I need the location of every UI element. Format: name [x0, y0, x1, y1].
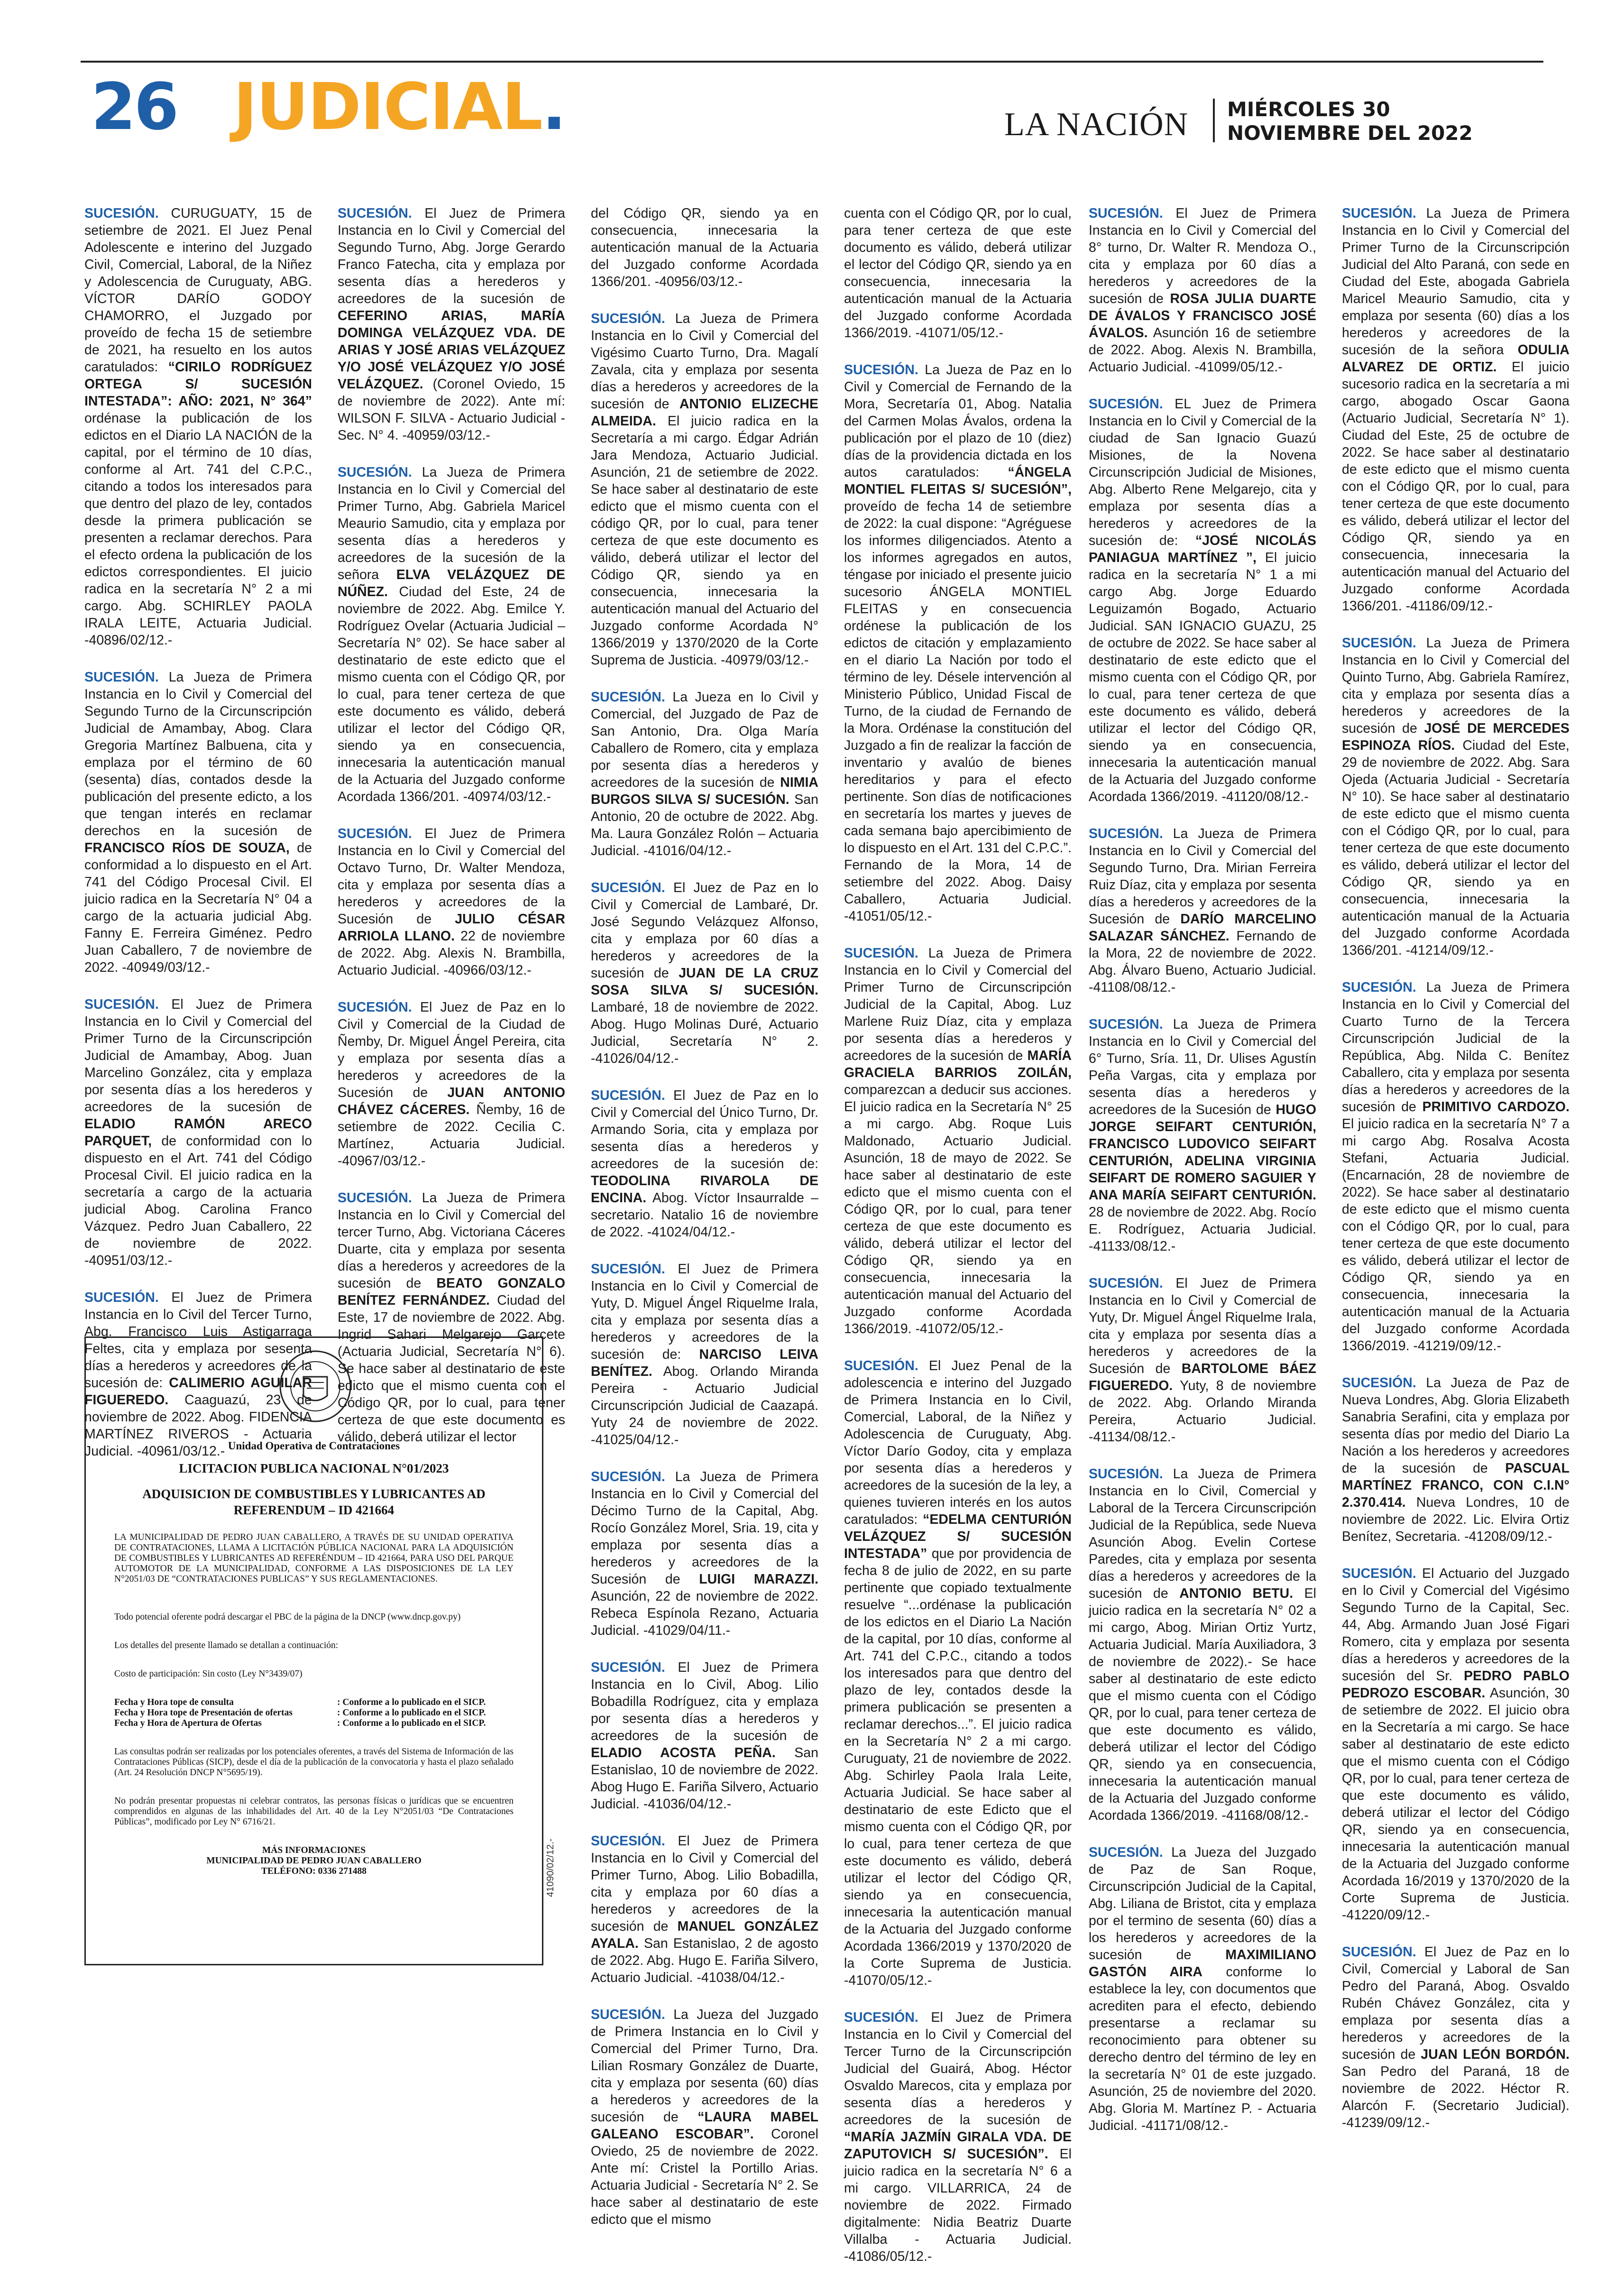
edict-name: NARCISO LEIVA BENÍTEZ.: [591, 1347, 818, 1379]
edict-name: MANUEL GONZÁLEZ AYALA.: [591, 1919, 818, 1951]
edict-text: El Juez de Primera Instancia en lo Civil y Comercial de Yuty, D. Miguel Ángel Riquelme Irala, cita y emplaza por sesenta días a herederos y acreedores de la sucesión de:: [591, 1262, 819, 1362]
edict-type: SUCESIÓN.: [591, 1088, 665, 1103]
edict-name: ELADIO ACOSTA PEÑA.: [591, 1745, 776, 1760]
ad-footer: MÁS INFORMACIONES MUNICIPALIDAD DE PEDRO JUAN CABALLERO TELÉFONO: 0336 271488: [206, 1845, 422, 1876]
edict-notice: [1342, 1944, 1569, 2131]
edict-column-4: [844, 205, 1072, 2285]
edict-text: del Código QR, siendo ya en consecuencia, innecesaria la autenticación manual de la Actuaria del Juzgado conforme Acordada 1366/201. -40956/03/12.-: [591, 206, 818, 289]
edict-text: La Jueza de Primera Instancia en lo Civil y Comercial del Cuarto Turno de la Tercera Circunscripción Judicial de la República, Abg. Nilda C. Benítez Caballero, cita y emplaza por sesenta días a herederos y acreedores de la sucesión de: [1342, 980, 1569, 1115]
edict-notice: [844, 945, 1072, 1337]
edict-notice: [844, 361, 1072, 925]
edict-text: Asunción, 22 de noviembre de 2022. Rebeca Espínola Rezano, Actuaria Judicial. -41029/04/11.-: [591, 1589, 818, 1638]
edict-name: HUGO JORGE SEIFART CENTURIÓN, FRANCISCO LUDOVICO SEIFART CENTURIÓN, ADELINA VIRGINIA SEIFART DE ROMERO SAGUIER Y ANA MARÍA SEIFART CENTURIÓN.: [1089, 1102, 1316, 1203]
edict-type: SUCESIÓN.: [1342, 636, 1416, 651]
edict-type: SUCESIÓN.: [338, 1000, 412, 1015]
edict-type: SUCESIÓN.: [844, 2010, 918, 2025]
edict-text: El Juez de Primera Instancia en lo Civil del Tercer Turno, Abg. Francisco Luis Astigarraga Feltes, cita y emplaza por sesenta días a herederos y acreedores de la sucesión de:: [84, 1290, 312, 1391]
edict-text: El juicio radica en la secretaría N° 1 a mi cargo Abg. Jorge Eduardo Leguizamón Bogado, Actuario Judicial. SAN IGNACIO GUAZU, 25 de octubre de 2022. Se hace saber al destinatario de este edicto que el mismo cuenta con el Código QR, por lo cual, para tener certeza de que este documento es válido, deberá utilizar el lector del Código QR, siendo ya en consecuencia, innecesaria la autenticación manual de la Actuaria del Juzgado conforme Acordada 1366/2019. -41120/08/12.-: [1089, 550, 1316, 804]
edict-text: ordénase la publicación de los edictos en el Diario LA NACIÓN de la capital, por el término de 10 días, conforme al Art. 741 del C.P.C., citando a todos los interesados para que dentro del plazo de ley, contados desde la primera publicación se presenten a reclamar derechos. Para el efecto ordena la publicación de los edictos correspondientes. El juicio radica en la secretaría N° 2 a mi cargo. Abg. SCHIRLEY PAOLA IRALA LEITE, Actuaria Judicial. -40896/02/12.-: [84, 411, 312, 648]
edict-text: La Jueza de Paz en lo Civil y Comercial de Fernando de la Mora, Secretaría 01, Abog. Natalia del Carmen Molas Ávalos, ordena la publicación por el plazo de 10 (diez) días de la providencia dictada en los autos caratulados:: [844, 362, 1072, 480]
edict-type: SUCESIÓN.: [591, 311, 665, 326]
edict-text: de conformidad a lo dispuesto en el Art. 741 del Código Procesal Civil. El juicio radica en la Secretaría N° 04 a cargo de la actuaria judicial Abg. Fanny E. Ferreira Giménez. Pedro Juan Caballero, 7 de noviembre de 2022. -40949/03/12.-: [84, 840, 312, 975]
edict-text: (Coronel Oviedo, 15 de noviembre de 2022). Ante mí: WILSON F. SILVA - Actuario Judicial - Sec. N° 4. -40959/03/12.-: [338, 377, 565, 443]
edict-text: La Jueza de Primera Instancia en lo Civil y Comercial del tercer Turno, Abg. Victoriana Cáceres Duarte, cita y emplaza por sesenta días a herederos y acreedores de la sucesión de: [338, 1190, 565, 1291]
edict-text: comparezcan a deducir sus acciones. El juicio radica en la Secretaría N° 25 a mi cargo. Abg. Roque Luis Maldonado, Actuario Judicial. Asunción, 18 de mayo de 2022. Se hace saber al destinatario de este edicto que el mismo cuenta con el Código QR, por lo cual, para tener certeza de que este documento es válido, deberá utilizar el lector del Código QR, siendo ya en consecuencia, innecesaria la autenticación manual del Actuario del Juzgado conforme Acordada 1366/2019. -41072/05/12.-: [844, 1082, 1072, 1336]
edict-notice: [591, 1261, 818, 1448]
edict-notice: [1342, 1565, 1569, 1924]
edict-text: Caaguazú, 23 de noviembre de 2022. Abog. FIDENCIA MARTÍNEZ RIVEROS - Actuaria Judicial. -40961/03/12.-: [84, 1392, 312, 1459]
edict-notice: [338, 464, 565, 805]
edict-notice: [844, 205, 1072, 341]
edict-text: La Jueza de Primera Instancia en lo Civil y Comercial del Quinto Turno, Abg. Gabriela Ramírez, cita y emplaza por sesenta días a herederos y acreedores de la sucesión de: [1342, 636, 1569, 736]
edict-notice: [84, 669, 312, 976]
edict-notice: [844, 1357, 1072, 1989]
edict-text: La Jueza de Primera Instancia en lo Civil y Comercial del Segundo Turno de la Circunscripción Judicial de Amambay, Abog. Clara Gregoria Martínez Balbuena, cita y emplaza por el término de 60 (sesenta) días, contados desde la publicación del presente edicto, a los que tengan interés en reclamar derechos en la sucesión de: [84, 670, 312, 838]
edict-name: ANTONIO BETU.: [1179, 1586, 1294, 1601]
edict-notice: [1089, 1016, 1316, 1255]
ad-dates: Fecha y Hora tope de consulta : Conforme a lo publicado en el SICP. Fecha y Hora tope de Presentación de ofertas : Conforme a lo publicado en el SICP. Fecha y Hora de Apertura de Ofertas : Conforme a lo publicado en el SICP.: [114, 1697, 486, 1728]
edict-text: La Jueza de Paz de Nueva Londres, Abg. Gloria Elizabeth Sanabria Serafini, cita y emplaza por sesenta días por medio del Diario La Nación a los herederos y acreedores de la sucesión de: [1342, 1375, 1569, 1476]
edict-name: JOSÉ DE MERCEDES ESPINOZA RÍOS.: [1342, 721, 1569, 753]
edict-text: El Actuario del Juzgado en lo Civil y Comercial del Vigésimo Segundo Turno de la Capital, Sec. 44, Abg. Armando Juan José Figari Romero, cita y emplaza por sesenta días a herederos y acreedores de la sucesión del Sr.: [1342, 1566, 1569, 1684]
edict-text: La Jueza de Primera Instancia en lo Civil y Comercial del Vigésimo Cuarto Turno, Dra. Magalí Zavala, cita y emplaza por sesenta días a herederos y acreedores de la sucesión de: [591, 311, 818, 412]
edict-column-3: [591, 205, 818, 2248]
edict-type: SUCESIÓN.: [1342, 1566, 1416, 1581]
ad-pbc: Todo potencial oferente podrá descargar el PBC de la página de la DNCP (www.dncp.gov.py): [114, 1612, 461, 1622]
edict-type: SUCESIÓN.: [84, 670, 159, 685]
ad-side-id: 41090/02/12.-: [545, 1838, 556, 1897]
edict-type: SUCESIÓN.: [338, 206, 412, 221]
edict-name: “EDELMA CENTURIÓN VELÁZQUEZ S/ SUCESIÓN INTESTADA”: [844, 1512, 1072, 1561]
ad-unit: Unidad Operativa de Contrataciones: [228, 1440, 400, 1452]
edict-text: Abog. Víctor Insaurralde – secretario. Natalio 16 de noviembre de 2022. -41024/04/12.-: [591, 1190, 818, 1240]
edict-name: ELVA VELÁZQUEZ DE NÚÑEZ.: [338, 567, 565, 599]
edict-text: Yuty, 8 de noviembre de 2022. Abg. Orlando Miranda Pereira, Actuario Judicial. -41134/08/12.-: [1089, 1378, 1316, 1445]
edict-notice: [591, 1468, 818, 1639]
edict-type: SUCESIÓN.: [1342, 1375, 1416, 1391]
edict-notice: [338, 205, 565, 444]
edict-text: La Jueza de Primera Instancia en lo Civil, Comercial y Laboral de la Tercera Circunscripción Judicial de la República, sede Nueva Asunción Abog. Evelin Cortese Paredes, cita y emplaza por sesenta días a herederos y acreedores de la sucesión de: [1089, 1466, 1316, 1601]
edict-text: El Juez de Primera Instancia en lo Civil y Comercial del Primer Turno de la Circunscripción Judicial de Amambay, Abog. Juan Marcelino González, cita y emplaza por sesenta días a los herederos y acreedores de la sucesión de: [84, 997, 312, 1115]
edict-text: proveído de fecha 14 de setiembre de 2022: la cual dispone: “Agréguese los informes diligenciados. Atento a los informes agregados en autos, téngase por iniciado el presente juicio sucesorio ÁNGELA MONTIEL FLEITAS y en consecuencia ordénese la publicación de los edictos de citación y emplazamiento en el diario La Nación por todo el término de ley. Désele intervención al Ministerio Público, Unidad Fiscal de Turno, de la ciudad de Fernando de la Mora. Ordénase la constitución del Juzgado a fin de realizar la facción de inventario y avalúo de bienes hereditarios y para el efecto pertinente. Son días de notificaciones en secretaría los martes y jueves de cada semana bajo apercibimiento de lo dispuesto en el Art. 131 del C.P.C.”. Fernando de la Mora, 14 de setiembre del 2022. Abog. Daisy Caballero, Actuaria Judicial. -41051/05/12.-: [844, 499, 1072, 924]
section-title: JUDICIAL.: [233, 70, 566, 145]
edict-name: ROSA JULIA DUARTE DE ÁVALOS Y FRANCISCO JOSÉ ÁVALOS.: [1089, 291, 1316, 341]
edict-text: El Juez de Paz en lo Civil y Comercial del Único Turno, Dr. Armando Soria, cita y emplaza por sesenta días a herederos y acreedores de la sucesión de:: [591, 1088, 819, 1171]
edict-text: San Antonio, 20 de octubre de 2022. Abg. Ma. Laura González Rolón – Actuaria Judicial. -41016/04/12.-: [591, 792, 818, 858]
edict-notice: [591, 1087, 818, 1241]
edict-notice: [591, 1833, 818, 1986]
edict-type: SUCESIÓN.: [591, 1834, 665, 1849]
edict-type: SUCESIÓN.: [338, 826, 412, 841]
edict-name: MAXIMILIANO GASTÓN AIRA: [1089, 1947, 1316, 1980]
edict-notice: [591, 1659, 818, 1813]
ad-details: Los detalles del presente llamado se detallan a continuación:: [114, 1640, 339, 1650]
edict-notice: [1089, 205, 1316, 376]
edict-name: JUAN ANTONIO CHÁVEZ CÁCERES.: [338, 1085, 565, 1117]
edict-type: SUCESIÓN.: [338, 465, 412, 480]
ad-body: LA MUNICIPALIDAD DE PEDRO JUAN CABALLERO, A TRAVÉS DE SU UNIDAD OPERATIVA DE CONTRATACIONES, LLAMA A LICITACIÓN PÚBLICA NACIONAL PARA LA ADQUISICIÓN DE COMBUSTIBLES Y LUBRICANTES AD REFERÉNDUM – ID 421664, PARA USO DEL PARQUE AUTOMOTOR DE LA MUNICIPALIDAD, CONFORME A LAS DISPOSICIONES DE LA LEY N°2051/03 DE “CONTRATACIONES PUBLICAS” Y SUS REGLAMENTACIONES. Todo potencial oferente podrá descargar el PBC de la página de la DNCP (www.dncp.gov.py) Los detalles del presente llamado se detallan a continuación: Costo de participación: Sin costo (Ley N°3439/07) Fecha y Hora tope de consulta : Conforme a lo publicado en el SICP. Fecha y Hora tope de Presentación de ofertas : Conforme a lo publicado en el SICP. Fecha y Hora de Apertura de Ofertas : Conforme a lo publicado en el SICP. Las consultas podrán ser realizadas por los potenciales oferentes, a través del Sistema de Información de las Contrataciones Públicas (SICP), desde el día de la publicación de la convocatoria y hasta el plazo señalado (Art. 24 Resolución DNCP N°5695/19). No podrán presentar propuestas ni celebrar contratos, las personas físicas o jurídicas que se encuentren comprendidos en algunas de las inhabilidades del Art. 40 de la Ley N°2051/03 “De Contrataciones Públicas”, modificado por Ley N° 6716/21. MÁS INFORMACIONES MUNICIPALIDAD DE PEDRO JUAN CABALLERO TELÉFONO: 0336 271488: [114, 1532, 514, 1876]
edict-text: El Juez de Paz en lo Civil, Comercial y Laboral de San Pedro del Paraná, Abog. Osvaldo Rubén Chávez González, cita y emplaza por sesenta días a herederos y acreedores de la sucesión de: [1342, 1944, 1570, 2062]
edict-type: SUCESIÓN.: [591, 690, 665, 705]
edict-text: Coronel Oviedo, 25 de noviembre de 2022. Ante mí: Cristel la Portillo Arias. Actuaria Judicial - Secretaría N° 2. Se hace saber al destinatario de este edicto que el mismo: [591, 2127, 818, 2227]
edict-notice: [1089, 396, 1316, 805]
ad-title: LICITACION PUBLICA NACIONAL N°01/2023: [179, 1461, 449, 1475]
edict-text: La Jueza de Primera Instancia en lo Civil y Comercial del 6° Turno, Sría. 11, Dr. Ulises Agustín Peña Vargas, cita y emplaza por sesenta días a herederos y acreedores de la Sucesión de: [1089, 1017, 1316, 1117]
edict-text: La Jueza de Primera Instancia en lo Civil y Comercial del Primer Turno de la Circunscripción Judicial del Alto Paraná, con sede en Ciudad del Este, abogada Gabriela Maricel Meaurio Samudio, cita y emplaza por sesenta (60) días a los herederos y acreedores de la sucesión de la señora: [1342, 206, 1569, 358]
edict-text: Ciudad del Este, 17 de noviembre de 2022. Abg. Ingrid Sahari Melgarejo Garcete (Actuaria Judicial, Secretaría N° 6). Se hace saber al destinatario de este edicto que el mismo cuenta con el Código QR, por lo cual, para tener certeza de que este documento es válido, deberá utilizar el lector: [338, 1293, 565, 1445]
edict-text: El Juez de Primera Instancia en lo Civil y Comercial del Tercer Turno de la Circunscripción Judicial del Guairá, Abog. Héctor Osvaldo Marecos, cita y emplaza por sesenta días a herederos y acreedores de la sucesión de: [844, 2010, 1072, 2128]
edict-type: SUCESIÓN.: [1089, 206, 1163, 221]
header-divider: [1213, 99, 1215, 142]
edict-name: DARÍO MARCELINO SALAZAR SÁNCHEZ.: [1089, 912, 1316, 944]
edict-text: El Juez de Primera Instancia en lo Civil y Comercial del 8° turno, Dr. Walter R. Mendoza O., cita y emplaza por 60 días a herederos y acreedores de la sucesión de: [1089, 206, 1317, 306]
edict-notice: [1342, 205, 1569, 615]
edict-type: SUCESIÓN.: [1089, 396, 1163, 412]
tender-notice: [84, 1336, 543, 1965]
edict-type: SUCESIÓN.: [1089, 1017, 1163, 1032]
edict-text: Abog. Orlando Miranda Pereira - Actuario Judicial Circunscripción Judicial de Caazapá. Yuty 24 de noviembre de 2022. -41025/04/12.-: [591, 1364, 818, 1447]
ad-inhabilidades: No podrán presentar propuestas ni celebrar contratos, las personas físicas o jurídicas que se encuentren comprendidos en algunas de las inhabilidades del Art. 40 de la Ley N°2051/03 “De Contrataciones Públicas”, modificado por Ley N° 6716/21.: [114, 1796, 514, 1827]
edict-text: 28 de noviembre de 2022. Abg. Rocío E. Rodríguez, Actuaria Judicial. -41133/08/12.-: [1089, 1205, 1316, 1254]
edict-notice: [1089, 1844, 1316, 2134]
edict-text: Fernando de la Mora, 22 de noviembre de 2022. Abg. Álvaro Bueno, Actuario Judicial. -41108/08/12.-: [1089, 929, 1316, 995]
edict-text: El Juez de Primera Instancia en lo Civil y Comercial del Octavo Turno, Dr. Walter Mendoza, cita y emplaza por sesenta días a herederos y acreedores de la Sucesión de: [338, 826, 566, 927]
edict-notice: [1342, 979, 1569, 1354]
edict-text: El juicio radica en la secretaría N° 02 a mi cargo, Abog. Mirian Ortiz Yurtz, Actuaria Judicial. María Auxiliadora, 3 de noviembre de 2022).- Se hace saber al destinatario de este edicto que el mismo cuenta con el Código QR, por lo cual, para tener certeza de que este documento es válido, deberá utilizar el lector del Código QR, siendo ya en consecuencia, innecesaria la autenticación manual de la Actuaria del Juzgado conforme Acordada 1366/2019. -41168/08/12.-: [1089, 1586, 1316, 1823]
edict-column-5: [1089, 205, 1316, 2154]
edict-name: PRIMITIVO CARDOZO.: [1422, 1099, 1569, 1115]
edict-text: La Jueza de Primera Instancia en lo Civil y Comercial del Primer Turno, Abg. Gabriela Maricel Meaurio Samudio, cita y emplaza por sesenta días a herederos y acreedores de la sucesión de la señora: [338, 465, 565, 582]
edict-text: CURUGUATY, 15 de setiembre de 2021. El Juez Penal Adolescente e interino del Juzgado Civil, Comercial, Laboral, de la Niñez y Adolescencia de Curuguaty, ABG. VÍCTOR DARÍO GODOY CHAMORRO, el Juzgado por proveído de fecha 15 de setiembre de 2021, ha resuelto en los autos caratulados:: [84, 206, 312, 375]
edict-text: La Jueza en lo Civil y Comercial, del Juzgado de Paz de San Antonio, Dra. Olga María Caballero de Romero, cita y emplaza por sesenta días a herederos y acreedores de la sucesión de: [591, 690, 818, 790]
edict-type: SUCESIÓN.: [591, 880, 665, 895]
edict-text: El Juez de Primera Instancia en lo Civil y Comercial del Primer Turno, Abog. Lilio Bobadilla, cita y emplaza por 60 días a herederos y acreedores de la sucesión de: [591, 1834, 819, 1934]
edict-notice: [1089, 825, 1316, 996]
edict-name: ODULIA ALVAREZ DE ORTIZ.: [1342, 342, 1569, 375]
edict-notice: [591, 879, 818, 1067]
edict-text: Lambaré, 18 de noviembre de 2022. Abog. Hugo Molinas Duré, Actuario Judicial, Secretaría N° 2. -41026/04/12.-: [591, 1000, 818, 1066]
edict-name: CALIMERIO AGUILAR FIGUEREDO.: [84, 1375, 312, 1408]
edict-text: de conformidad con lo dispuesto en el Art. 741 del Código Procesal Civil. El juicio radica en la secretaría a cargo de la actuaria judicial Abog. Carolina Franco Vázquez. Pedro Juan Caballero, 22 de noviembre de 2022. -40951/03/12.-: [84, 1133, 312, 1268]
edict-type: SUCESIÓN.: [1342, 206, 1416, 221]
edict-name: TEODOLINA RIVAROLA DE ENCINA.: [591, 1173, 818, 1206]
ad-cost: Costo de participación: Sin costo (Ley N°3439/07): [114, 1669, 303, 1679]
edict-text: cuenta con el Código QR, por lo cual, para tener certeza de que este documento es válido, deberá utilizar el lector del Código QR, siendo ya en consecuencia, innecesaria la autenticación manual de la Actuaria del Juzgado conforme Acordada 1366/2019. -41071/05/12.-: [844, 206, 1072, 341]
edict-name: “CIRILO RODRÍGUEZ ORTEGA S/ SUCESIÓN INTESTADA”: AÑO: 2021, N° 364”: [84, 359, 312, 409]
page-number: 26: [91, 70, 177, 145]
edict-text: El juicio radica en la Secretaría a mi cargo. Édgar Adrián Jara Mendoza, Actuario Judicial. Asunción, 21 de setiembre de 2022. Se hace saber al destinatario de este edicto que el mismo cuenta con el código QR, por lo cual, para tener certeza de que este documento es válido, deberá utilizar el lector del Código QR, siendo ya en consecuencia, innecesaria la autenticación manual del Actuario del Juzgado conforme Acordada N° 1366/2019 y 1370/2020 de la Corte Suprema de Justicia. -40979/03/12.-: [591, 414, 818, 668]
edict-type: SUCESIÓN.: [591, 1469, 665, 1484]
edict-notice: [338, 999, 565, 1170]
edict-name: MARÍA GRACIELA BARRIOS ZOILÁN,: [844, 1048, 1072, 1080]
edict-notice: [1089, 1275, 1316, 1446]
edict-type: SUCESIÓN.: [591, 1262, 665, 1277]
edict-type: SUCESIÓN.: [844, 1358, 918, 1373]
edict-notice: [84, 205, 312, 649]
edict-text: Ciudad del Este, 24 de noviembre de 2022. Abg. Emilce Y. Rodríguez Ovelar (Actuaria Judicial – Secretaría N° 02). Se hace saber al destinatario de este edicto que el mismo cuenta con el Código QR, por lo cual, para tener certeza de que este documento es válido, deberá utilizar el lector del Código QR, siendo ya en consecuencia, innecesaria la autenticación manual de la Actuaria del Juzgado conforme Acordada 1366/201. -40974/03/12.-: [338, 584, 565, 804]
newspaper-logo: LA NACIÓN: [1004, 106, 1189, 143]
edict-name: “JOSÉ NICOLÁS PANIAGUA MARTÍNEZ ”,: [1089, 533, 1316, 565]
edict-column-6: [1342, 205, 1569, 2151]
edict-type: SUCESIÓN.: [84, 997, 159, 1012]
edict-name: “ÁNGELA MONTIEL FLEITAS S/ SUCESIÓN”,: [844, 465, 1072, 497]
edict-text: Nueva Londres, 10 de noviembre de 2022. Lic. Elvira Ortiz Benítez, Secretaria. -41208/09/12.-: [1342, 1495, 1569, 1544]
ad-subtitle: ADQUISICION DE COMBUSTIBLES Y LUBRICANTES AD REFERENDUM – ID 421664: [142, 1487, 486, 1517]
edict-notice: [591, 689, 818, 859]
edict-type: SUCESIÓN.: [844, 946, 918, 961]
edict-text: El Juez de Paz en lo Civil y Comercial de Lambaré, Dr. José Segundo Velázquez Alfonso, cita y emplaza por 60 días a herederos y acreedores de la sucesión de: [591, 880, 819, 981]
edict-name: NIMIA BURGOS SILVA S/ SUCESIÓN.: [591, 775, 818, 807]
edict-name: ANTONIO ELIZECHE ALMEIDA.: [591, 396, 818, 429]
header-rule: [81, 61, 1543, 63]
edict-name: JUAN LEÓN BORDÓN.: [1421, 2047, 1569, 2062]
edict-type: SUCESIÓN.: [844, 362, 918, 378]
edict-text: conforme lo establece la ley, con documentos que acrediten para el efecto, debiendo presentarse a reclamar su reconocimiento para obtener su derecho dentro del término de ley en la secretaría N° 01 de este juzgado. Asunción, 25 de noviembre del 2020. Abg. Gloria M. Martínez P. - Actuaria Judicial. -41171/08/12.-: [1089, 1964, 1316, 2133]
edict-name: ELADIO RAMÓN ARECO PARQUET,: [84, 1116, 312, 1149]
edict-text: La Jueza de Primera Instancia en lo Civil y Comercial del Décimo Turno de la Capital, Abg. Rocío González Morel, Sria. 19, cita y emplaza por sesenta días a herederos y acreedores de la Sucesión de: [591, 1469, 818, 1587]
municipal-seal-icon: [277, 1348, 353, 1424]
edict-type: SUCESIÓN.: [1342, 980, 1416, 995]
edict-text: Ñemby, 16 de setiembre de 2022. Cecilia C. Martínez, Actuaria Judicial. -40967/03/12.-: [338, 1102, 565, 1169]
edict-type: SUCESIÓN.: [84, 1290, 159, 1305]
edict-name: CEFERINO ARIAS, MARÍA DOMINGA VELÁZQUEZ VDA. DE ARIAS Y JOSÉ ARIAS VELÁZQUEZ Y/O JOSÉ VELÁZQUEZ Y/O JOSÉ VELÁZQUEZ.: [338, 308, 565, 392]
edict-name: BARTOLOME BÁEZ FIGUEREDO.: [1089, 1361, 1317, 1393]
edict-name: PASCUAL MARTÍNEZ FRANCO, CON C.I.N° 2.370.414.: [1342, 1461, 1569, 1510]
edict-text: El juicio radica en la secretaría N° 7 a mi cargo Abg. Rosalva Acosta Stefani, Actuaria Judicial. (Encarnación, 28 de noviembre de 2022). Se hace saber al destinatario de este edicto que el mismo cuenta con el Código QR, por lo cual, para tener certeza de que este documento es válido, deberá utilizar el lector de Código QR, siendo ya en consecuencia, innecesaria la autenticación manual de la Actuaria del Juzgado conforme Acordada 1366/2019. -41219/09/12.-: [1342, 1116, 1569, 1354]
edict-text: San Estanislao, 2 de agosto de 2022. Abg. Hugo E. Fariña Silvero, Actuario Judicial. -41038/04/12.-: [591, 1936, 818, 1985]
edict-name: BEATO GONZALO BENÍTEZ FERNÁNDEZ.: [338, 1276, 565, 1308]
edict-text: El juicio radica en la secretaría N° 6 a mi cargo. VILLARRICA, 24 de noviembre de 2022. Firmado digitalmente: Nidia Beatriz Duarte Villalba - Actuaria Judicial. -41086/05/12.-: [844, 2147, 1072, 2264]
edict-name: JULIO CÉSAR ARRIOLA LLANO.: [338, 912, 565, 944]
edict-text: La Jueza del Juzgado de Primera Instancia en lo Civil y Comercial del Primer Turno, Dra. Lilian Rosmary González de Duarte, cita y emplaza por sesenta (60) días a herederos y acreedores de la sucesión de: [591, 2007, 818, 2125]
edict-text: La Jueza de Primera Instancia en lo Civil y Comercial del Segundo Turno, Dra. Mirian Ferreira Ruiz Díaz, cita y emplaza por sesenta días a herederos y acreedores de la Sucesión de: [1089, 826, 1316, 927]
edict-type: SUCESIÓN.: [338, 1190, 412, 1206]
edict-name: FRANCISCO RÍOS DE SOUZA,: [84, 840, 290, 856]
edict-text: La Jueza del Juzgado de Paz de San Roque, Circunscripción Judicial de la Capital, Abg. Liliana de Bristot, cita y emplaza por el termino de sesenta (60) días a los herederos y acreedores de la sucesión de: [1089, 1845, 1316, 1963]
edict-name: JUAN DE LA CRUZ SOSA SILVA S/ SUCESIÓN.: [591, 966, 818, 998]
edict-notice: [1089, 1465, 1316, 1824]
edict-text: EL Juez de Primera Instancia en lo Civil y Comercial de la ciudad de San Ignacio Guazú Misiones, de la Novena Circunscripción Judicial de Misiones, Abg. Alberto Rene Melgarejo, cita y emplaza por sesenta días a herederos y acreedores de la sucesión de:: [1089, 396, 1316, 548]
edict-notice: [591, 310, 818, 669]
edict-type: SUCESIÓN.: [1089, 1845, 1163, 1860]
edict-text: que por providencia de fecha 8 de julio de 2022, en su parte pertinente que copiado textualmente resuelve “...ordénase la publicación de los edictos en el Diario La Nación de la capital, por 10 días, conforme al Art. 741 del C.P.C., citando a todos los interesados para que dentro del plazo de ley, contados desde la primera publicación se presenten a reclamar derechos...”. El juicio radica en la Secretaría N° 2 a mi cargo. Curuguaty, 21 de noviembre de 2022. Abg. Schirley Paola Irala Leite, Actuaria Judicial. Se hace saber al destinatario de este Edicto que el mismo cuenta con el Código QR, por lo cual, para tener certeza de que este documento es válido, deberá utilizar el lector del Código QR, siendo ya en consecuencia, innecesaria la autenticación manual de la Actuaria del Juzgado conforme Acordada 1366/2019 y 1370/2020 de la Corte Suprema de Justicia. -41070/05/12.-: [844, 1546, 1072, 1988]
edict-type: SUCESIÓN.: [1089, 1276, 1163, 1291]
edict-text: El Juez de Primera Instancia en lo Civil, Abog. Lilio Bobadilla Rodríguez, cita y emplaza por sesenta días a herederos y acreedores de la sucesión de: [591, 1660, 819, 1743]
edict-name: “LAURA MABEL GALEANO ESCOBAR”.: [591, 2110, 818, 2142]
edict-text: Ciudad del Este, 29 de noviembre de 2022. Abg. Sara Ojeda (Actuaria Judicial - Secretaría N° 10). Se hace saber al destinatario de este edicto que el mismo cuenta con el Código QR, por lo cual, para tener certeza de que este documento es válido, deberá utilizar el lector del Código QR, siendo ya en consecuencia, innecesaria la autenticación manual de la Actuaria del Juzgado conforme Acordada 1366/201. -41214/09/12.-: [1342, 738, 1569, 958]
edict-text: El Juez Penal de la adolescencia e interino del Juzgado de Primera Instancia en lo Civil, Comercial, Laboral, de la Niñez y Adolescencia de Curuguaty, Abg. Víctor Darío Godoy, cita y emplaza por sesenta días a herederos y acreedores de la sucesión de la ley, a quienes tuvieren interés en los autos caratulados:: [844, 1358, 1072, 1527]
edict-text: San Pedro del Paraná, 18 de noviembre de 2022. Héctor R. Alarcón F. (Secretario Judicial). -41239/09/12.-: [1342, 2064, 1569, 2130]
edict-notice: [591, 2006, 818, 2228]
edict-text: La Jueza de Primera Instancia en lo Civil y Comercial del Primer Turno de Circunscripción Judicial de la Capital, Abog. Luz Marlene Ruiz Díaz, cita y emplaza por sesenta días a herederos y acreedores de la sucesión de: [844, 946, 1072, 1063]
edict-type: SUCESIÓN.: [591, 2007, 665, 2022]
edict-name: LUIGI MARAZZI.: [699, 1572, 818, 1587]
edict-notice: [1342, 635, 1569, 959]
edict-type: SUCESIÓN.: [1089, 826, 1163, 841]
ad-consultas: Las consultas podrán ser realizadas por los potenciales oferentes, a través del Sistema de Información de las Contrataciones Públicas (SICP), desde el día de la publicación de la convocatoria y hasta el plazo señalado (Art. 24 Resolución DNCP N°5695/19).: [114, 1747, 514, 1778]
edict-type: SUCESIÓN.: [1089, 1466, 1163, 1482]
issue-date: MIÉRCOLES 30 NOVIEMBRE DEL 2022: [1227, 98, 1473, 145]
edict-name: PEDRO PABLO PEDROZO ESCOBAR.: [1342, 1668, 1569, 1701]
edict-column-2: [338, 205, 565, 1465]
edict-text: Asunción, 30 de setiembre de 2022. El juicio obra en la Secretaría a mi cargo. Se hace saber al destinatario de este edicto que el mismo cuenta con el Código QR, por lo cual, para tener certeza de que este documento es válido, deberá utilizar el lector del Código QR, siendo ya en consecuencia, innecesaria la autenticación manual de la Actuaria del Juzgado conforme Acordada 16/2019 y 1370/2020 de la Corte Suprema de Justicia. -41220/09/12.-: [1342, 1686, 1569, 1923]
edict-text: Asunción 16 de setiembre de 2022. Abog. Alexis N. Brambilla, Actuario Judicial. -41099/05/12.-: [1089, 325, 1316, 375]
edict-type: SUCESIÓN.: [1342, 1944, 1416, 1960]
edict-text: El Juez de Primera Instancia en lo Civil y Comercial del Segundo Turno, Abg. Jorge Gerardo Franco Fatecha, cita y emplaza por sesenta días a herederos y acreedores de la sucesión de: [338, 206, 566, 306]
edict-type: SUCESIÓN.: [84, 206, 159, 221]
edict-notice: [1342, 1374, 1569, 1545]
edict-text: 22 de noviembre de 2022. Abg. Alexis N. Brambilla, Actuario Judicial. -40966/03/12.-: [338, 929, 565, 978]
edict-text: San Estanislao, 10 de noviembre de 2022. Abog Hugo E. Fariña Silvero, Actuario Judicial. -41036/04/12.-: [591, 1745, 819, 1812]
edict-notice: [84, 996, 312, 1269]
edict-type: SUCESIÓN.: [591, 1660, 665, 1675]
edict-name: “MARÍA JAZMÍN GIRALA VDA. DE ZAPUTOVICH S/ SUCESIÓN”.: [844, 2129, 1072, 2162]
edict-text: El juicio sucesorio radica en la secretaría a mi cargo, abogado Oscar Gaona (Actuario Judicial, Secretaría N° 1). Ciudad del Este, 25 de octubre de 2022. Se hace saber al destinatario de este edicto que el mismo cuenta con el Código QR, por lo cual, para tener certeza de que este documento es válido, deberá utilizar el lector del Código QR, siendo ya en consecuencia, innecesaria la autenticación manual del Actuario del Juzgado conforme Acordada 1366/201. -41186/09/12.-: [1342, 359, 1569, 614]
edict-column-1: [84, 205, 312, 1480]
edict-notice: [844, 2009, 1072, 2265]
edict-text: El Juez de Primera Instancia en lo Civil y Comercial de Yuty, Dr. Miguel Ángel Riquelme Irala, cita y emplaza por sesenta días a herederos y acreedores de la Sucesión de: [1089, 1276, 1317, 1376]
edict-text: El Juez de Paz en lo Civil y Comercial de la Ciudad de Ñemby, Dr. Miguel Ángel Pereira, cita y emplaza por sesenta días a herederos y acreedores de la Sucesión de: [338, 1000, 566, 1100]
edict-notice: [338, 825, 565, 979]
edict-notice: [591, 205, 818, 290]
